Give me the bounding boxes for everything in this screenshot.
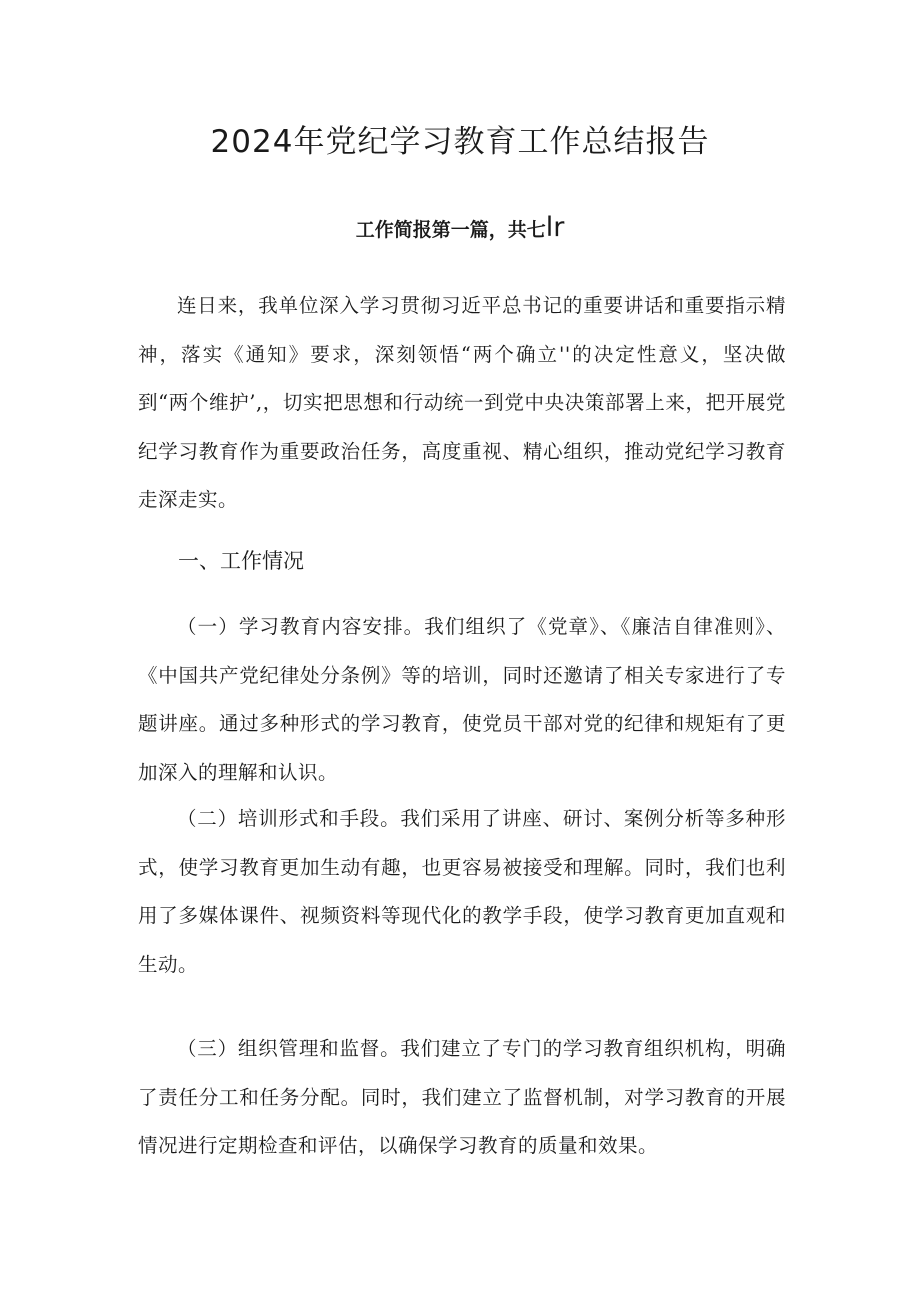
paragraph-item-2: （二）培训形式和手段。我们采用了讲座、研讨、案例分析等多种形式，使学习教育更加生动有趣，也更容易被接受和理解。同时，我们也利用了多媒体课件、视频资料等现代化的教学手段，使学习教育更加直观和生动。 (138, 807, 786, 976)
paragraph-item-3: （三）组织管理和监督。我们建立了专门的学习教育组织机构，明确了责任分工和任务分配。同时，我们建立了监督机制，对学习教育的开展情况进行定期检查和评估，以确保学习教育的质量和效果。 (138, 1037, 786, 1157)
section-heading-work-status: 一、工作情况 (178, 549, 304, 573)
paragraph-item-1: （一）学习教育内容安排。我们组织了《党章》、《廉洁自律准则》、《中国共产党纪律处分条例》等的培训，同时还邀请了相关专家进行了专题讲座。通过多种形式的学习教育，使党员干部对党的纪律和规矩有了更加深入的理解和认识。 (138, 615, 786, 784)
document-title: 2024年党纪学习教育工作总结报告 (210, 124, 710, 160)
subtitle-tail-text: lr (545, 212, 565, 243)
subtitle-main-text: 工作简报第一篇，共七 (355, 219, 546, 241)
intro-paragraph: 连日来，我单位深入学习贯彻习近平总书记的重要讲话和重要指示精神，落实《通知》要求，深刻领悟“两个确立''的决定性意义，坚决做到“两个维护’,，切实把思想和行动统一到党中央决策部署上来，把开展党纪学习教育作为重要政治任务，高度重视、精心组织，推动党纪学习教育走深走实。 (138, 294, 786, 511)
document-subtitle (0, 212, 920, 243)
